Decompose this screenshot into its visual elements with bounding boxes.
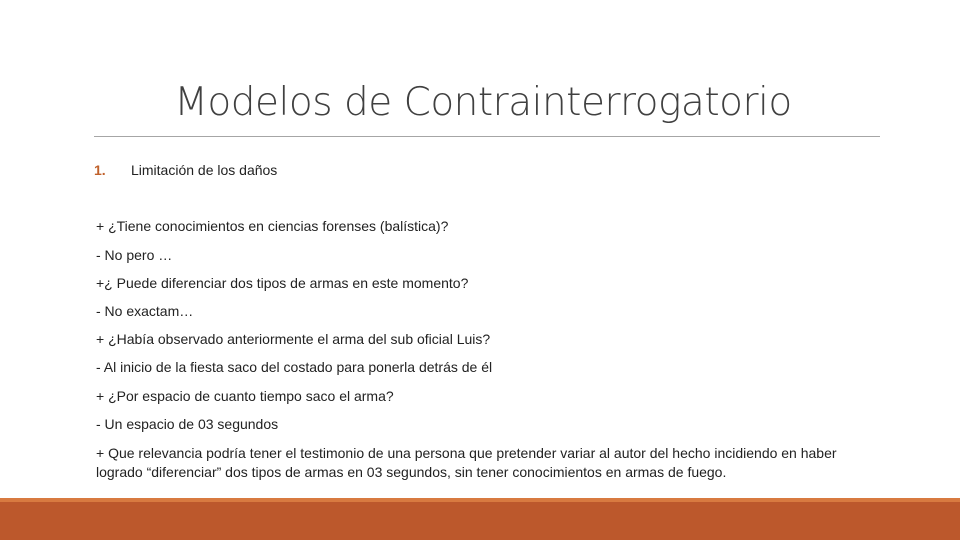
- dialog-line-2: - No pero …: [96, 247, 173, 263]
- dialog-line-3: +¿ Puede diferenciar dos tipos de armas en este momento?: [96, 275, 469, 291]
- dialog-line-1: + ¿Tiene conocimientos en ciencias forenses (balística)?: [96, 218, 449, 234]
- dialog-line-4: - No exactam…: [96, 303, 194, 319]
- section-number: 1.: [94, 162, 106, 178]
- dialog-line-6: - Al inicio de la fiesta saco del costado para ponerla detrás de él: [96, 359, 493, 375]
- slide-title: Modelos de Contrainterrogatorio: [174, 80, 792, 125]
- section-heading-text: Limitación de los daños: [131, 162, 278, 178]
- dialog-line-7: + ¿Por espacio de cuanto tiempo saco el arma?: [96, 388, 394, 404]
- title-divider: [94, 136, 880, 137]
- closing-paragraph: + Que relevancia podría tener el testimonio de una persona que pretender variar al autor del hecho incidiendo en haber logrado “diferenciar” dos tipos de armas en 03 segundos, sin tener conocimientos en armas de fuego.: [96, 445, 837, 480]
- dialog-line-8: - Un espacio de 03 segundos: [96, 416, 279, 432]
- dialog-line-5: + ¿Había observado anteriormente el arma del sub oficial Luis?: [96, 331, 491, 347]
- footer-accent-stripe: [0, 498, 960, 502]
- footer-bar: [0, 498, 960, 540]
